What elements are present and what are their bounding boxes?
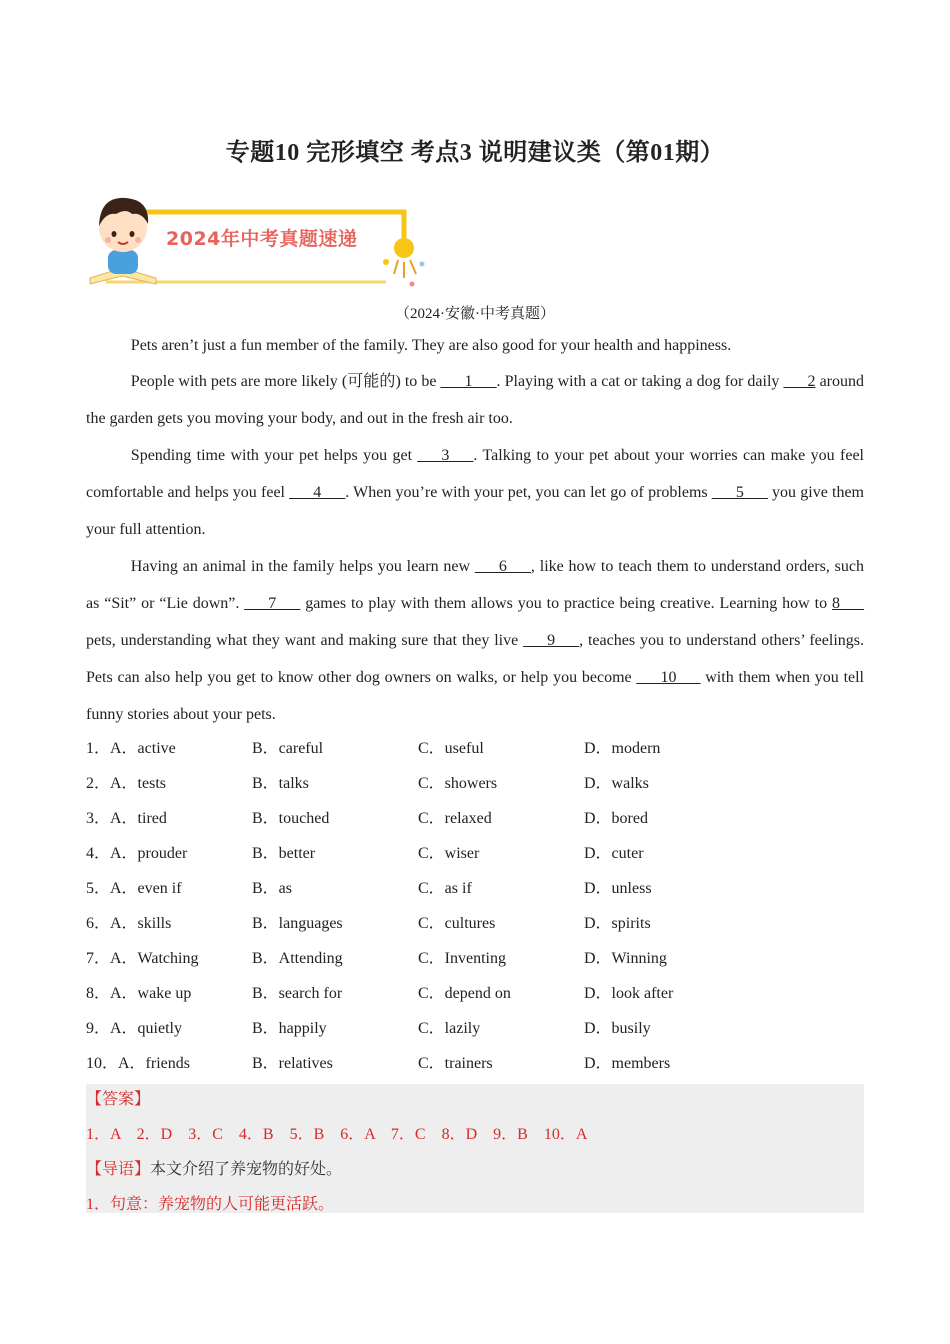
passage-text: . Talking to your pet about your worries can make you feel comfortable and helps you feel (86, 447, 864, 501)
passage-paragraph-2 (86, 363, 864, 437)
options-list (86, 729, 864, 1079)
option-row-2 (86, 764, 864, 799)
guide-line (86, 1156, 864, 1191)
option-d: D．Winning (584, 950, 667, 967)
option-a: 5．A．even if (86, 880, 182, 897)
option-d: D．cuter (584, 845, 644, 862)
option-c: C．Inventing (418, 950, 506, 967)
blank-7: ___7___ (244, 595, 301, 612)
option-a: 9．A．quietly (86, 1020, 182, 1037)
passage-text: People with pets are more likely (可能的) to be (130, 373, 441, 390)
passage-text: Having an animal in the family helps you learn new (130, 558, 475, 575)
passage-text: . Playing with a cat or taking a dog for daily (496, 373, 784, 390)
answer-keys: 1．A 2．D 3．C 4．B 5．B 6．A 7．C 8．D 9．B 10．A (86, 1126, 588, 1143)
explanation-line-1: 1．句意：养宠物的人可能更活跃。 (86, 1196, 335, 1213)
blank-3: ___3___ (417, 447, 474, 464)
option-d: D．busily (584, 1020, 651, 1037)
option-c: C．trainers (418, 1055, 493, 1072)
option-row-1 (86, 729, 864, 764)
question-source: （2024·安徽·中考真题） (395, 306, 555, 322)
option-b: B．touched (252, 810, 330, 827)
passage-paragraph-4 (86, 548, 864, 733)
blank-1: ___1___ (440, 373, 497, 390)
blank-4: ___4___ (289, 484, 346, 501)
option-row-5 (86, 869, 864, 904)
passage-text: around the garden gets you moving your body, and out in the fresh air too. (86, 373, 865, 427)
option-row-8 (86, 974, 864, 1009)
guide-label: 【导语】 (86, 1161, 151, 1178)
guide-text: 本文介绍了养宠物的好处。 (150, 1161, 343, 1178)
option-a: 10．A．friends (86, 1055, 190, 1072)
option-row-3 (86, 799, 864, 834)
passage (86, 328, 864, 733)
option-b: B．as (252, 880, 293, 897)
option-b: B．search for (252, 985, 343, 1002)
option-b: B．Attending (252, 950, 343, 967)
blank-10: ___10___ (636, 669, 701, 686)
option-c: C．useful (418, 740, 484, 757)
option-c: C．wiser (418, 845, 480, 862)
passage-text: with them when you tell funny stories about your pets. (86, 669, 865, 723)
answer-section (86, 1084, 864, 1213)
option-c: C．as if (418, 880, 472, 897)
section-banner (86, 190, 436, 290)
passage-paragraph-1: Pets aren’t just a fun member of the family. They are also good for your health and happiness. (130, 337, 732, 354)
option-b: B．languages (252, 915, 343, 932)
option-a: 2．A．tests (86, 775, 167, 792)
option-a: 7．A．Watching (86, 950, 199, 967)
option-a: 4．A．prouder (86, 845, 188, 862)
blank-5: ___5___ (711, 484, 768, 501)
option-c: C．cultures (418, 915, 496, 932)
option-row-7 (86, 939, 864, 974)
option-b: B．talks (252, 775, 309, 792)
option-row-10 (86, 1044, 864, 1079)
option-a: 1．A．active (86, 740, 176, 757)
blank-6: ___6___ (474, 558, 531, 575)
option-b: B．relatives (252, 1055, 333, 1072)
option-d: D．spirits (584, 915, 651, 932)
option-d: D．unless (584, 880, 652, 897)
blank-9: ___9___ (523, 632, 580, 649)
passage-text: . When you’re with your pet, you can let go of problems (345, 484, 712, 501)
option-c: C．depend on (418, 985, 511, 1002)
passage-text: , teaches you to understand others’ feelings. Pets can also help you get to know other dog owners on walks, or help you become (86, 632, 864, 686)
option-d: D．walks (584, 775, 649, 792)
banner-title: 2024年中考真题速递 (166, 228, 358, 250)
passage-text: pets, understanding what they want and making sure that they live (86, 632, 524, 649)
option-c: C．showers (418, 775, 498, 792)
page-title: 专题10 完形填空 考点3 说明建议类（第01期） (225, 140, 725, 166)
option-row-6 (86, 904, 864, 939)
option-c: C．lazily (418, 1020, 481, 1037)
passage-text: you give them your full attention. (86, 484, 865, 538)
option-a: 3．A．tired (86, 810, 167, 827)
blank-2: ___2 (783, 373, 816, 390)
passage-text: games to play with them allows you to practice being creative. Learning how to (300, 595, 832, 612)
passage-text: , like how to teach them to understand orders, such as “Sit” or “Lie down”. (86, 558, 865, 612)
option-d: D．bored (584, 810, 648, 827)
blank-8: 8___ (832, 595, 864, 612)
option-b: B．careful (252, 740, 324, 757)
option-b: B．happily (252, 1020, 327, 1037)
option-row-4 (86, 834, 864, 869)
option-d: D．modern (584, 740, 661, 757)
option-d: D．members (584, 1055, 671, 1072)
passage-text: Spending time with your pet helps you get (130, 447, 418, 464)
option-d: D．look after (584, 985, 674, 1002)
option-row-9 (86, 1009, 864, 1044)
option-b: B．better (252, 845, 316, 862)
option-c: C．relaxed (418, 810, 492, 827)
passage-paragraph-3 (86, 437, 864, 548)
option-a: 8．A．wake up (86, 985, 192, 1002)
answer-label: 【答案】 (86, 1091, 151, 1108)
option-a: 6．A．skills (86, 915, 172, 932)
